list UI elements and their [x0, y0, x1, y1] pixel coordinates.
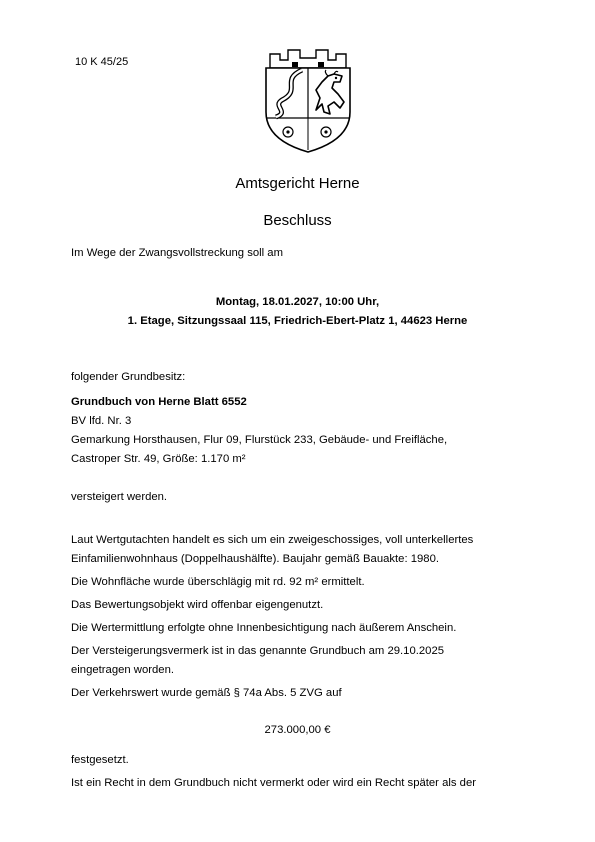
auction-location: 1. Etage, Sitzungssaal 115, Friedrich-Ebert-Platz 1, 44623 Herne [127, 315, 468, 327]
detail-paragraph: Die Wertermittlung erfolgte ohne Innenbesichtigung nach äußerem Anschein. [71, 622, 457, 634]
property-line: Castroper Str. 49, Größe: 1.170 m² [71, 453, 246, 465]
detail-paragraph: Der Versteigerungsvermerk ist in das genannte Grundbuch am 29.10.2025 eingetragen worden. [71, 645, 445, 676]
detail-paragraph: Laut Wertgutachten handelt es sich um ein zweigeschossiges, voll unterkellertes Einfamilienwohnhaus (Doppelhaushälfte). Baujahr gemäß Bauakte: 1980. [71, 534, 474, 565]
property-block [71, 393, 531, 469]
property-line: Gemarkung Horsthausen, Flur 09, Flurstück 233, Gebäude- und Freifläche, [71, 434, 448, 446]
detail-paragraph: Die Wohnfläche wurde überschlägig mit rd. 92 m² ermittelt. [71, 576, 365, 588]
property-line: BV lfd. Nr. 3 [71, 415, 132, 427]
detail-paragraph: Das Bewertungsobjekt wird offenbar eigengenutzt. [71, 599, 324, 611]
court-name: Amtsgericht Herne [235, 175, 360, 192]
versteigert-text: versteigert werden. [71, 491, 168, 503]
festgesetzt-text: festgesetzt. [71, 754, 129, 766]
market-value: 273.000,00 € [264, 724, 331, 736]
nrw-coat-of-arms-icon [258, 46, 358, 156]
intro-text: Im Wege der Zwangsvollstreckung soll am [71, 247, 284, 259]
details-block [71, 531, 521, 703]
final-line: Ist ein Recht in dem Grundbuch nicht vermerkt oder wird ein Recht später als der [71, 777, 476, 789]
auction-date: Montag, 18.01.2027, 10:00 Uhr, [215, 296, 380, 308]
case-number: 10 K 45/25 [75, 56, 129, 68]
property-heading: Grundbuch von Herne Blatt 6552 [71, 396, 247, 408]
property-intro: folgender Grundbesitz: [71, 371, 186, 383]
document-title: Beschluss [263, 212, 332, 229]
detail-paragraph: Der Verkehrswert wurde gemäß § 74a Abs. 5 ZVG auf [71, 687, 342, 699]
